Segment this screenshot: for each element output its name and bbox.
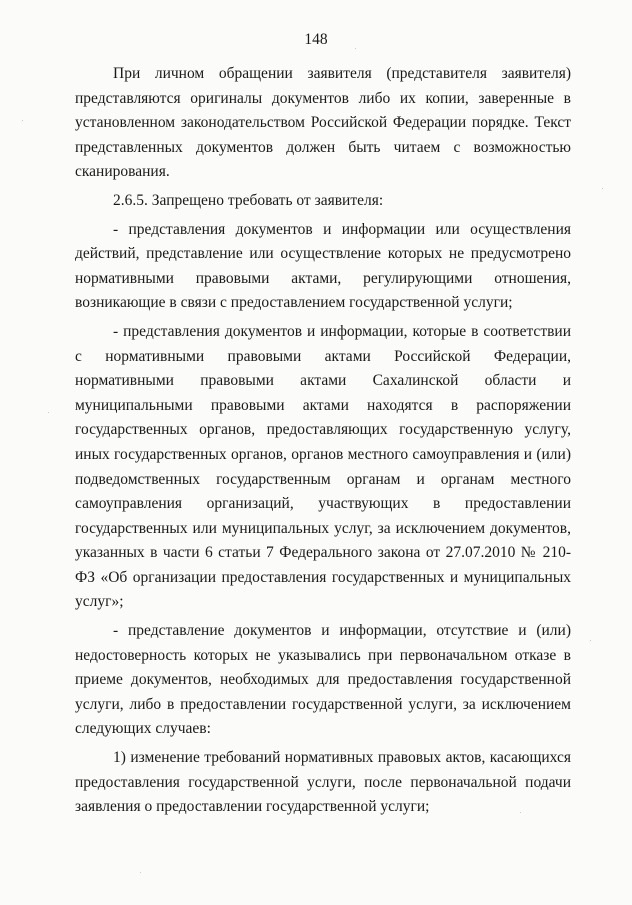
scan-speck (590, 640, 591, 641)
page-number: 148 (304, 31, 328, 48)
scan-speck (602, 188, 603, 189)
paragraph-item-2: - представления документов и информации, которые в соответствии с нормативными правовыми актами Российской Федерации, нормативными правовыми актами Сахалинской области и муниципальными правовыми актами находятся в распоряжении государственных органов, предоставляющих государственную услугу, иных государственных органов, органов местного самоуправления и (или) подведомственных государственным органам и органам местного самоуправления организаций, участвующих в предоставлении государственных или муниципальных услуг, за исключением документов, указанных в части 6 статьи 7 Федерального закона от 27.07.2010 № 210-ФЗ «Об организации предоставления государственных и муниципальных услуг»; (75, 322, 571, 611)
scan-speck (140, 872, 141, 873)
scan-speck (355, 48, 356, 49)
scan-speck (22, 120, 23, 121)
paragraph-clause-2-6-5: 2.6.5. Запрещено требовать от заявителя: (113, 191, 384, 209)
paragraph-intro: При личном обращении заявителя (представителя заявителя) представляются оригиналы документов либо их копии, заверенные в установленном законодательством Российской Федерации порядке. Текст представленных документов должен быть читаем с возможностью сканирования. (75, 65, 571, 181)
document-body (75, 62, 571, 820)
paragraph-item-1: - представления документов и информации или осуществления действий, представление или осуществление которых не предусмотрено нормативными правовыми актами, регулирующими отношения, возникающие в связи с предоставлением государственной услуги; (75, 220, 571, 312)
scan-speck (48, 412, 49, 413)
paragraph-item-3: - представление документов и информации, отсутствие и (или) недостоверность которых не указывались при первоначальном отказе в приеме документов, необходимых для предоставления государственной услуги, либо в предоставлении государственной услуги, за исключением следующих случаев: (75, 622, 571, 738)
paragraph-subitem-1: 1) изменение требований нормативных правовых актов, касающихся предоставления государственной услуги, после первоначальной подачи заявления о предоставлении государственной услуги; (75, 749, 571, 816)
scan-speck (520, 812, 521, 813)
